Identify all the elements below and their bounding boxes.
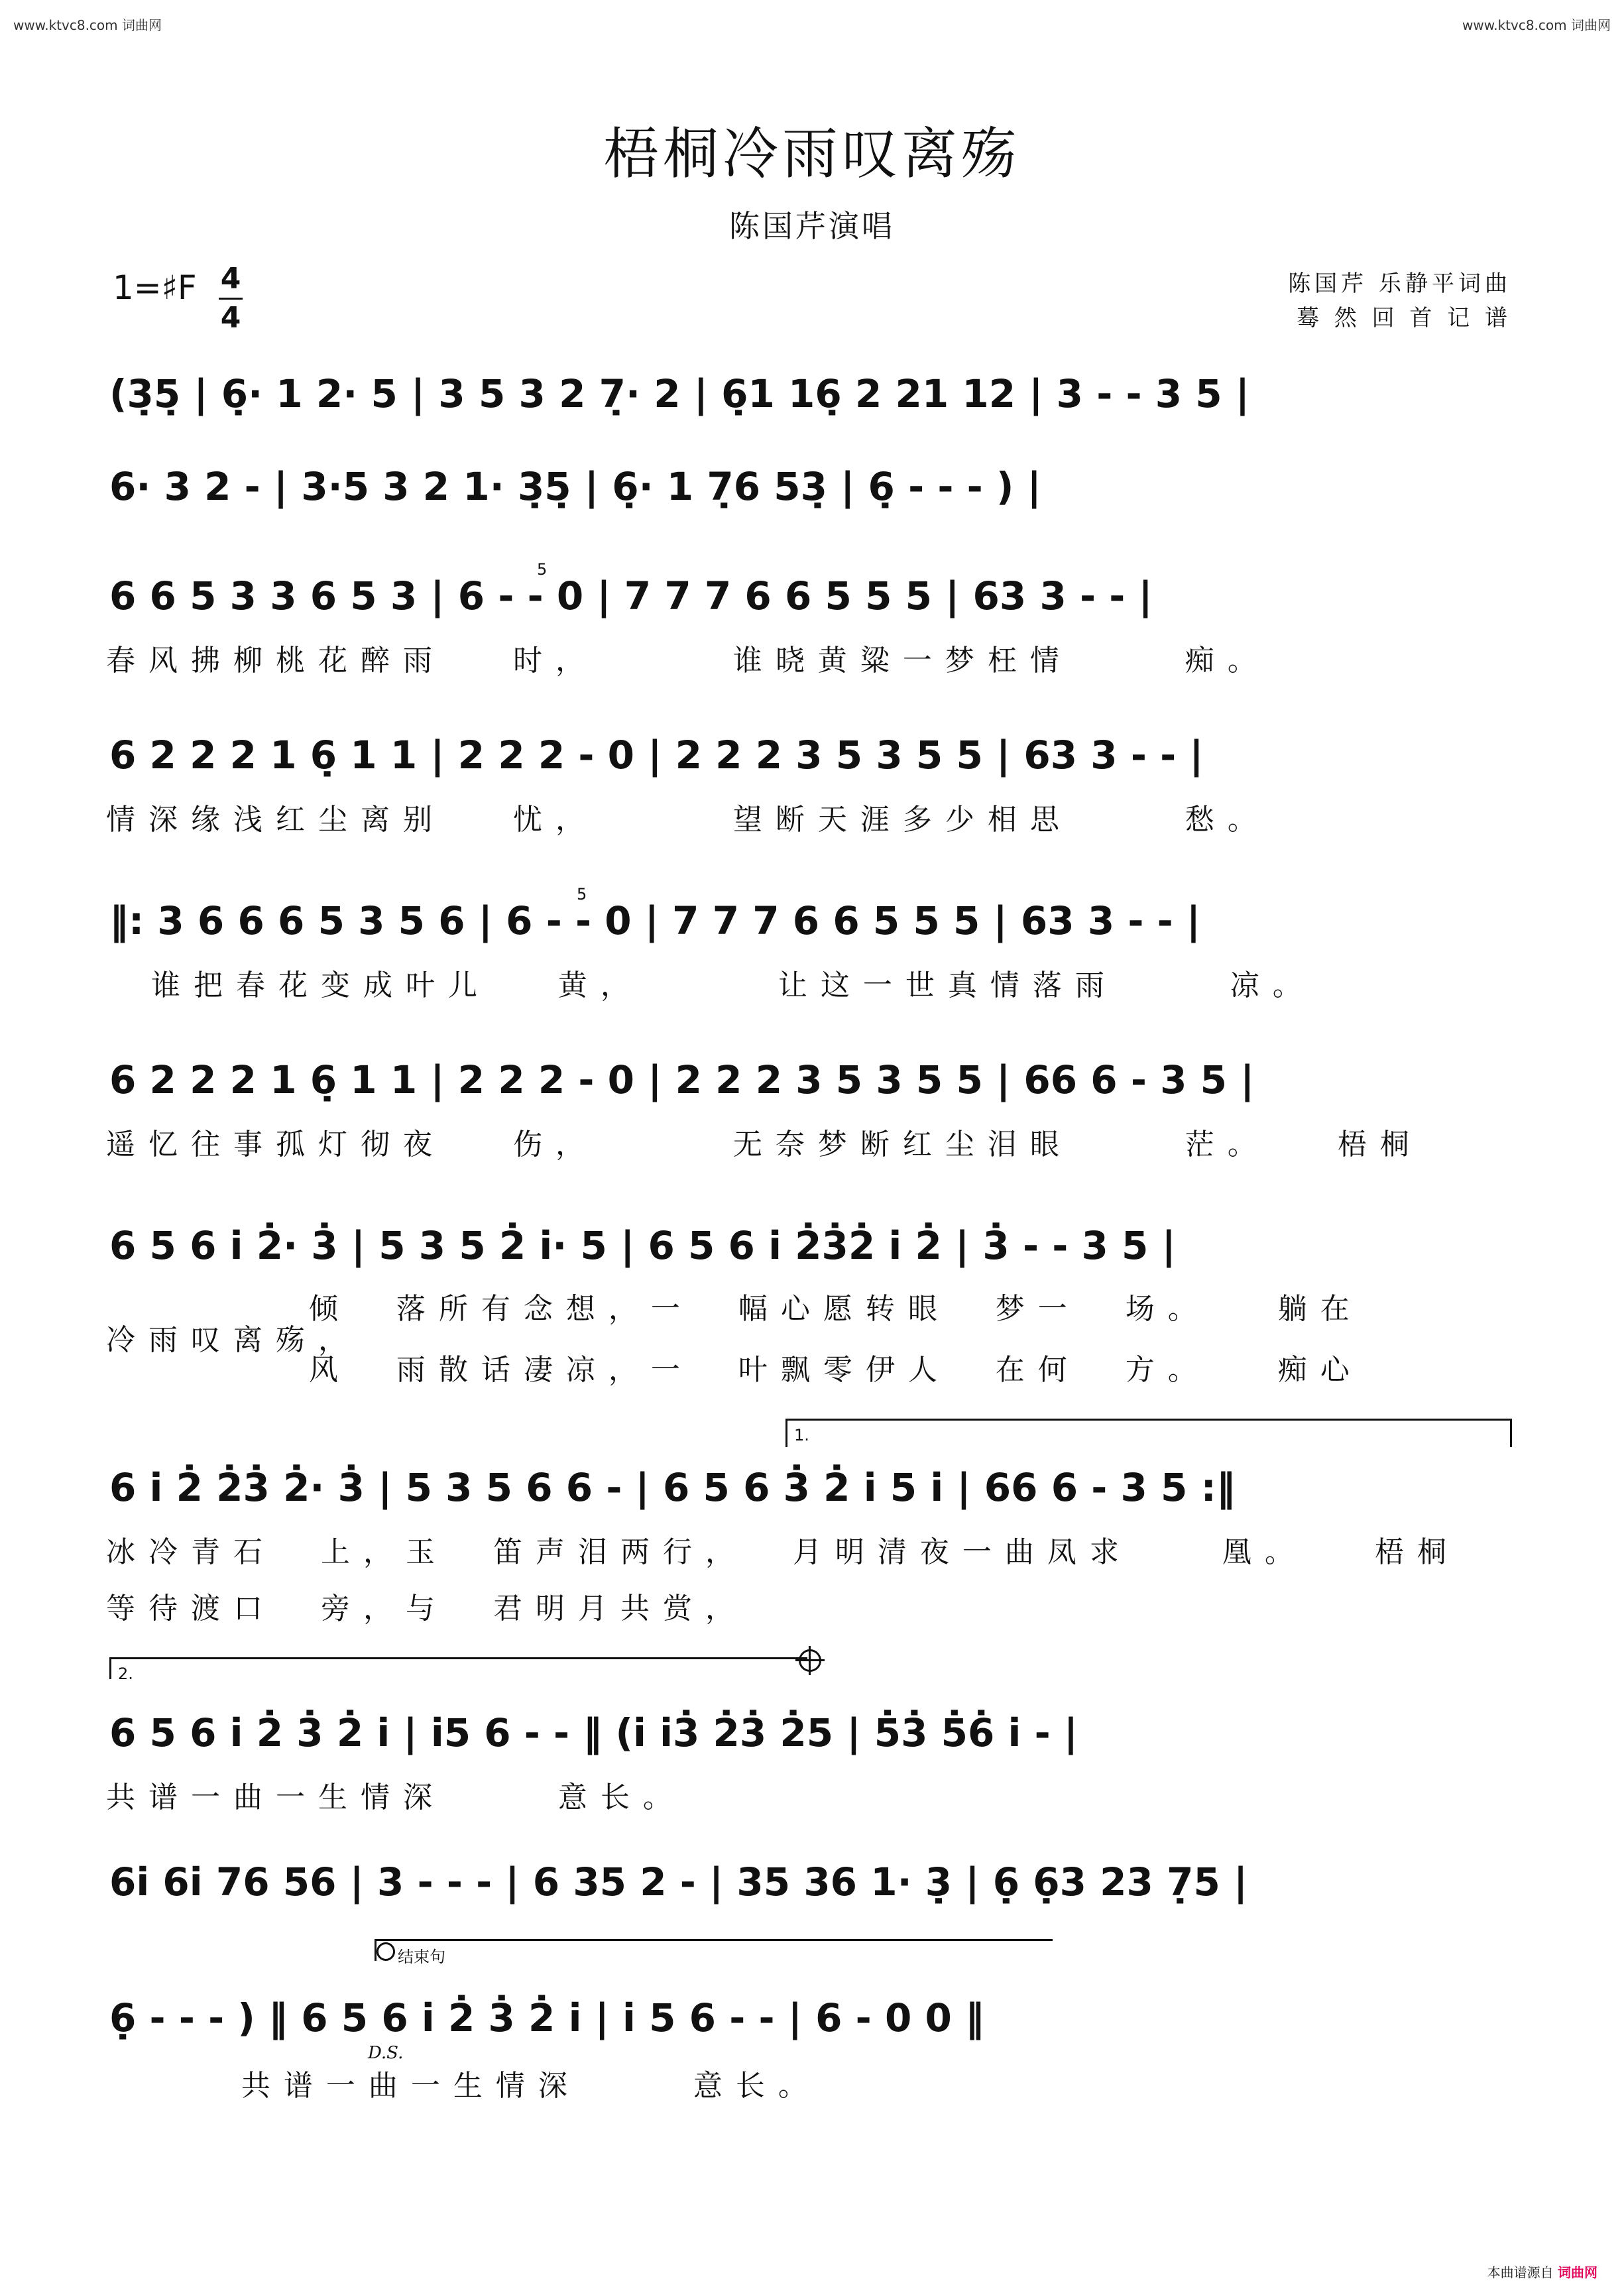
footer-text: 本曲谱源自 <box>1487 2264 1554 2280</box>
coda-icon <box>799 1649 821 1672</box>
staff-line-9: 6 5 6 i̇ 2̇ 3̇ 2̇ i̇ | i̇5 6 - - ‖ (i̇ i̇3̇ 2̇3̇ 2̇5 | 5̇3̇ 5̇6̇ i̇ - | <box>109 1710 1078 1755</box>
ds-label: D.S. <box>368 2043 404 2063</box>
coda-label: 结束句 <box>398 1948 445 1966</box>
credit-lyricist-composer: 陈国芹 乐静平词曲 <box>1288 270 1511 297</box>
coda-bracket <box>375 1939 1053 1961</box>
lyric-line-6a: 冰冷青石 上，玉 笛声泪两行， 月明清夜一曲凤求 凰。 梧桐 <box>106 1535 1460 1569</box>
time-signature <box>219 262 243 335</box>
staff-line-8: 6 i̇ 2̇ 2̇3̇ 2̇· 3̇ | 5 3 5 6 6 - | 6 5 6 3̇ 2̇ i̇ 5 i̇ | 66 6 - 3 5 :‖ <box>109 1465 1236 1510</box>
volta-2-bracket <box>109 1657 807 1683</box>
volta-1-label: 1. <box>794 1426 809 1444</box>
staff-line-2: 6· 3 2 - | 3·5 3 2 1· 3̣5̣ | 6̣· 1 7̣6 53̣ | 6̣ - - - ) | <box>109 464 1041 509</box>
grace-note-1: 5 <box>537 560 548 579</box>
lyric-line-6b: 等待渡口 旁，与 君明月共赏， <box>106 1592 748 1625</box>
staff-line-10: 6i̇ 6i̇ 76 56 | 3 - - - | 6 35 2 - | 35 36 1· 3̣ | 6̣ 6̣3 23 7̣5 | <box>109 1859 1248 1905</box>
staff-line-5: ‖: 3 6 6 6 5 3 5 6 | 6 - - 0 | 7 7 7 6 6 5 5 5 | 63 3 - - | <box>109 898 1201 943</box>
header-right-text: www.ktvc8.com 词曲网 <box>1462 17 1611 33</box>
singer-line: 陈国芹演唱 <box>729 208 895 244</box>
meter-top: 4 <box>220 262 241 296</box>
staff-line-4: 6 2 2 2 1 6̣ 1 1 | 2 2 2 - 0 | 2 2 2 3 5 3 5 5 | 63 3 - - | <box>109 733 1204 778</box>
staff-line-1: (3̣5̣ | 6̣· 1 2· 5 | 3 5 3 2 7̣· 2 | 6̣1 16̣ 2 21 12 | 3 - - 3 5 | <box>109 371 1250 416</box>
credit-transcriber: 蓦 然 回 首 记 谱 <box>1296 305 1511 331</box>
lyric-line-8: 共谱一曲一生情深 意长。 <box>106 2069 821 2103</box>
footer-source <box>1487 2262 1597 2281</box>
volta-1-bracket <box>785 1419 1512 1447</box>
meter-bottom: 4 <box>220 301 241 335</box>
grace-note-2: 5 <box>577 885 587 904</box>
lyric-line-4: 遥忆往事孤灯彻夜 伤， 无奈梦断红尘泪眼 茫。 梧桐 <box>106 1128 1422 1161</box>
meter-divider <box>219 298 243 300</box>
coda-sign-icon <box>377 1942 395 1961</box>
staff-line-11: 6̣ - - - ) ‖ 6 5 6 i̇ 2̇ 3̇ 2̇ i̇ | i̇ 5 6 - - | 6 - 0 0 ‖ <box>109 1995 985 2040</box>
lyric-line-2: 情深缘浅红尘离别 忧， 望断天涯多少相思 愁。 <box>106 803 1270 837</box>
song-title: 梧桐冷雨叹离殇 <box>603 121 1021 186</box>
staff-line-3: 6 6 5 3 3 6 5 3 | 6 - - 0 | 7 7 7 6 6 5 5 5 | 63 3 - - | <box>109 573 1153 618</box>
staff-line-7: 6 5 6 i̇ 2̇· 3̇ | 5 3 5 2̇ i̇· 5 | 6 5 6 i̇ 2̇3̇2̇ i̇ 2̇ | 3̇ - - 3 5 | <box>109 1223 1176 1268</box>
key-signature: 1=♯F <box>113 268 197 307</box>
staff-line-6: 6 2 2 2 1 6̣ 1 1 | 2 2 2 - 0 | 2 2 2 3 5 3 5 5 | 66 6 - 3 5 | <box>109 1057 1255 1102</box>
volta-2-label: 2. <box>118 1665 133 1683</box>
lyric-line-7: 共谱一曲一生情深 意长。 <box>106 1781 685 1814</box>
lyric-line-5b: 风 雨散话凄凉，一 叶飘零伊人 在何 方。 痴心 <box>106 1353 1363 1387</box>
lyric-line-5a: 倾 落所有念想，一 幅心愿转眼 梦一 场。 躺在 <box>106 1292 1363 1326</box>
lyric-line-1: 春风拂柳桃花醉雨 时， 谁晓黄粱一梦枉情 痴。 <box>106 644 1270 677</box>
header-left-text: www.ktvc8.com 词曲网 <box>13 17 162 33</box>
lyric-line-3: 谁把春花变成叶儿 黄， 让这一世真情落雨 凉。 <box>106 968 1315 1002</box>
lyric-line-5-prefix: 冷雨叹离殇， <box>106 1323 361 1357</box>
footer-brand: 词曲网 <box>1558 2264 1597 2280</box>
